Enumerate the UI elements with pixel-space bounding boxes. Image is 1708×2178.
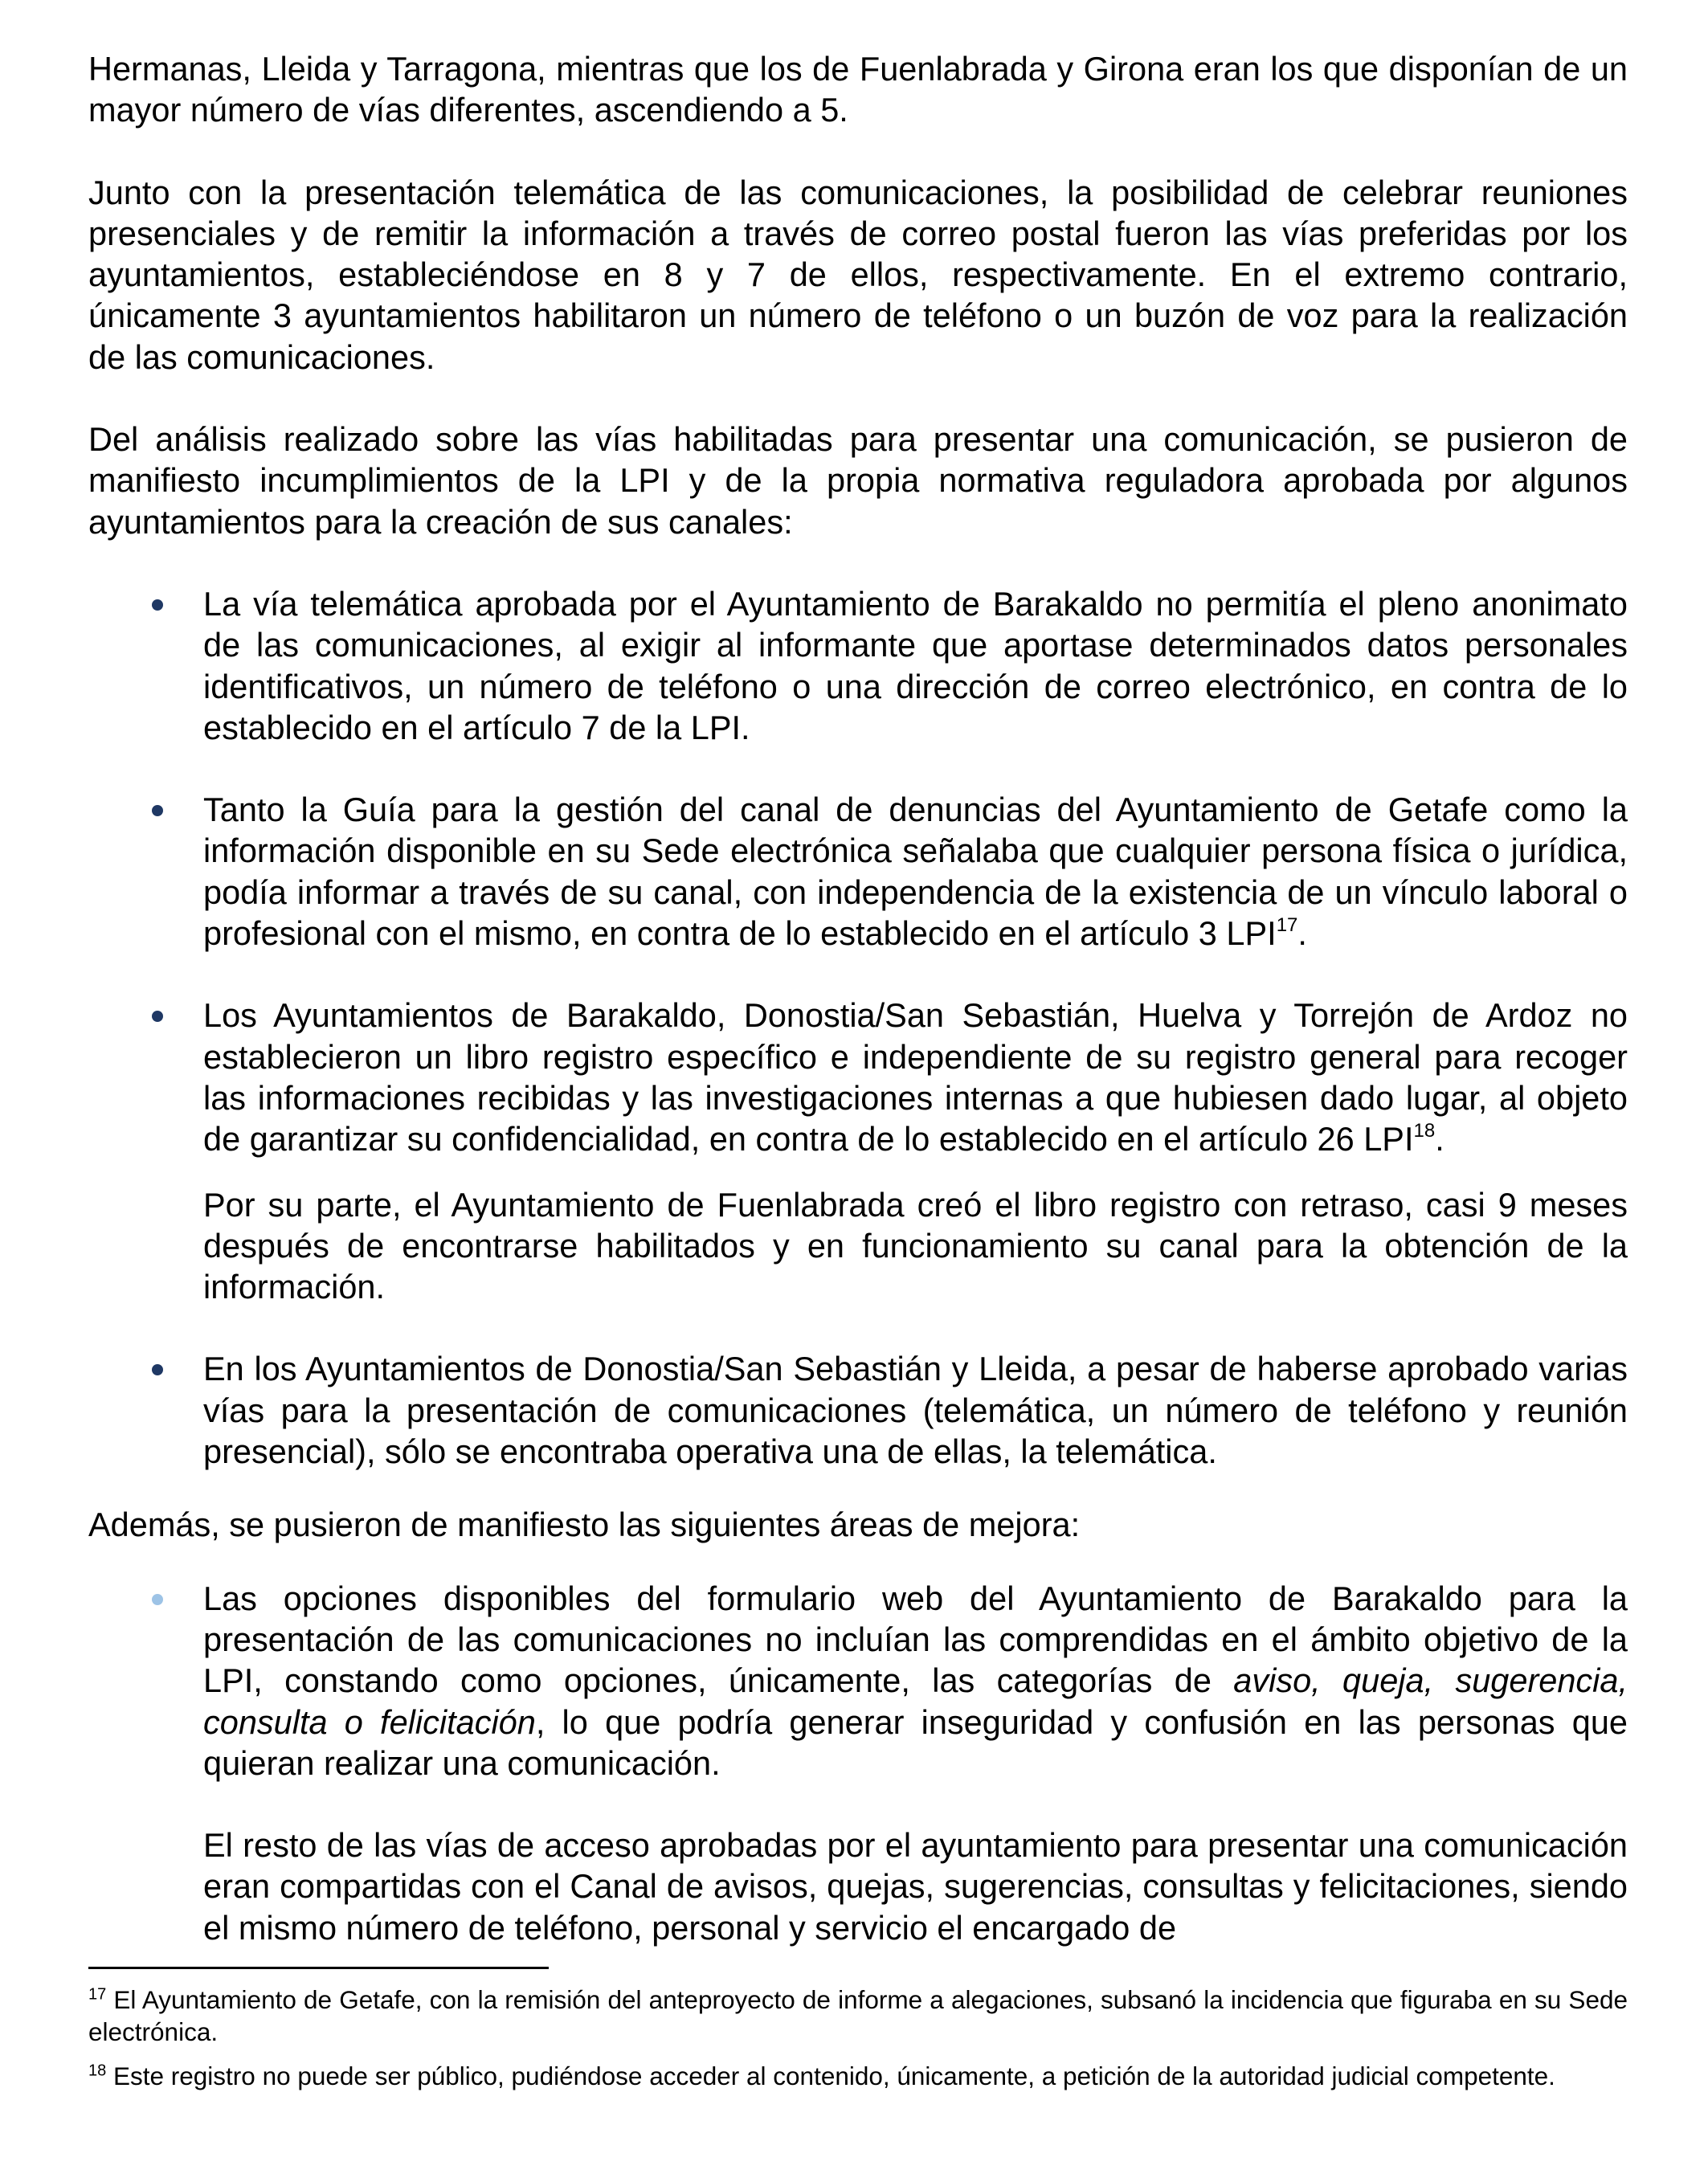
bullet-icon xyxy=(152,1594,163,1605)
list-item-text xyxy=(203,1578,1628,1784)
list-item-subparagraph: El resto de las vías de acceso aprobadas por el ayuntamiento para presentar una comunicación eran compartidas con el Canal de avisos, quejas, sugerencias, consultas y felicitaciones, siendo el mismo número de teléfono, personal y servicio el encargado de xyxy=(203,1826,1628,1947)
bullet-icon xyxy=(152,1364,163,1375)
footnote-number: 18 xyxy=(88,2062,107,2080)
improvement-list xyxy=(88,1578,1628,1948)
paragraph-analysis: Del análisis realizado sobre las vías habilitadas para presentar una comunicación, se pusieron de manifiesto incumplimientos de la LPI y de la propia normativa reguladora aprobada por algunos ayuntamientos para la creación de sus canales: xyxy=(88,420,1628,541)
list-item xyxy=(88,995,1628,1307)
list-item xyxy=(88,583,1628,748)
footnotes xyxy=(88,1984,1628,2093)
list-item-text xyxy=(203,995,1628,1159)
paragraph-improvements: Además, se pusieron de manifiesto las siguientes áreas de mejora: xyxy=(88,1506,1081,1544)
list-item-body: Tanto la Guía para la gestión del canal de denuncias del Ayuntamiento de Getafe como la información disponible en su Sede electrónica señalaba que cualquier persona física o jurídica, podía informar a través de su canal, con independencia de la existencia de un vínculo laboral o profesional con el mismo, en contra de lo establecido en el artículo 3 LPI xyxy=(203,791,1628,953)
footnote-ref-17[interactable]: 17 xyxy=(1276,914,1298,937)
list-item-body-end: , lo que podría generar inseguridad y confusión en las personas que quieran realizar una comunicación. xyxy=(203,1702,1628,1782)
bullet-icon xyxy=(152,599,163,611)
footnote-number: 17 xyxy=(88,1985,107,2004)
bullet-icon xyxy=(152,805,163,816)
list-item-end: . xyxy=(1435,1120,1444,1158)
noncompliance-list xyxy=(88,583,1628,1472)
footnote-18 xyxy=(88,2061,1628,2093)
list-item xyxy=(88,1348,1628,1472)
footnote-17 xyxy=(88,1984,1628,2048)
list-item xyxy=(88,789,1628,954)
list-item-body: Las opciones disponibles del formulario web del Ayuntamiento de Barakaldo para la presentación de las comunicaciones no incluían las comprendidas en el ámbito objetivo de la LPI, constando como opciones, únicamente, las categorías de xyxy=(203,1579,1628,1700)
footnote-ref-18[interactable]: 18 xyxy=(1413,1120,1436,1142)
footnote-text: El Ayuntamiento de Getafe, con la remisión del anteproyecto de informe a alegaciones, subsanó la incidencia que figuraba en su Sede electrónica. xyxy=(88,1985,1628,2046)
list-item-end: . xyxy=(1297,914,1307,953)
list-item-text: En los Ayuntamientos de Donostia/San Sebastián y Lleida, a pesar de haberse aprobado varias vías para la presentación de comunicaciones (telemática, un número de teléfono y reunión presencial), sólo se encontraba operativa una de ellas, la telemática. xyxy=(203,1350,1628,1471)
list-item-body: Los Ayuntamientos de Barakaldo, Donostia/San Sebastián, Huelva y Torrejón de Ardoz no establecieron un libro registro específico e independiente de su registro general para recoger las informaciones recibidas y las investigaciones internas a que hubiesen dado lugar, al objeto de garantizar su confidencialidad, en contra de lo establecido en el artículo 26 LPI xyxy=(203,996,1628,1158)
list-item-subparagraph: Por su parte, el Ayuntamiento de Fuenlabrada creó el libro registro con retraso, casi 9 meses después de encontrarse habilitados y en funcionamiento su canal para la obtención de la información. xyxy=(203,1185,1628,1306)
footnote-separator xyxy=(88,1967,549,1969)
list-item xyxy=(88,1578,1628,1948)
footnote-text: Este registro no puede ser público, pudiéndose acceder al contenido, únicamente, a petición de la autoridad judicial competente. xyxy=(106,2062,1555,2090)
list-item-emphasis: aviso, queja, sugerencia, consulta o felicitación xyxy=(203,1661,1628,1741)
list-item-text xyxy=(203,789,1628,954)
list-item-text: La vía telemática aprobada por el Ayuntamiento de Barakaldo no permitía el pleno anonimato de las comunicaciones, al exigir al informante que aportase determinados datos personales identificativos, un número de teléfono o una dirección de correo electrónico, en contra de lo establecido en el artículo 7 de la LPI. xyxy=(203,584,1628,746)
paragraph-channels: Junto con la presentación telemática de las comunicaciones, la posibilidad de celebrar reuniones presenciales y de remitir la información a través de correo postal fueron las vías preferidas por los ayuntamientos, estableciéndose en 8 y 7 de ellos, respectivamente. En el extremo contrario, únicamente 3 ayuntamientos habilitaron un número de teléfono o un buzón de voz para la realización de las comunicaciones. xyxy=(88,173,1628,376)
paragraph-intro: Hermanas, Lleida y Tarragona, mientras que los de Fuenlabrada y Girona eran los que disponían de un mayor número de vías diferentes, ascendiendo a 5. xyxy=(88,50,1628,129)
bullet-icon xyxy=(152,1011,163,1022)
document-body xyxy=(88,48,1628,1948)
